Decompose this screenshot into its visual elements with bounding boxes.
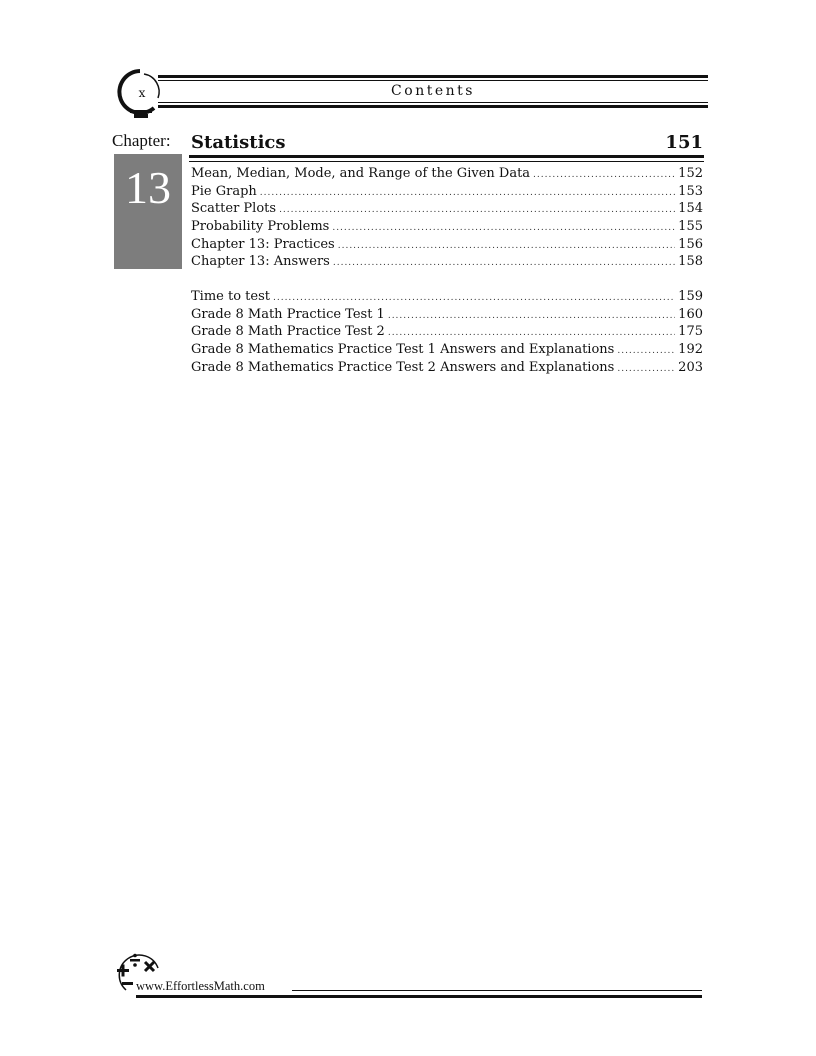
toc-entry-label: Mean, Median, Mode, and Range of the Given Data	[191, 166, 531, 181]
chapter-rule	[189, 155, 704, 158]
dot-leader	[533, 167, 675, 183]
toc-entry-label: Scatter Plots	[191, 201, 277, 217]
toc-entry-label: Pie Graph	[191, 183, 257, 199]
footer-rule	[292, 990, 702, 991]
dot-leader	[273, 290, 675, 306]
toc-entry[interactable]	[191, 288, 703, 306]
dot-leader	[279, 202, 675, 218]
toc-entry-label: Chapter 13: Practices	[191, 236, 335, 252]
chapter-page-number: 151	[665, 132, 703, 153]
toc-entry-page: 175	[678, 324, 703, 340]
page-header	[116, 68, 708, 124]
toc-entry[interactable]	[191, 306, 703, 324]
toc-entry-page: 158	[678, 254, 703, 270]
toc-entry[interactable]	[191, 236, 703, 254]
toc-entry-page: 154	[678, 201, 703, 217]
dot-leader	[617, 361, 675, 377]
page-footer	[112, 946, 704, 1002]
toc-entry-label: Grade 8 Math Practice Test 2	[191, 324, 385, 340]
dot-leader	[332, 220, 675, 236]
toc-entry-label: Grade 8 Math Practice Test 1	[191, 306, 385, 322]
toc-entry-label: Chapter 13: Answers	[191, 254, 330, 270]
dot-leader	[260, 185, 675, 201]
extras-toc-list	[191, 288, 703, 376]
toc-entry[interactable]	[191, 218, 703, 236]
toc-entry-page: 203	[678, 359, 703, 375]
chapter-toc-list	[191, 165, 703, 271]
header-rule	[158, 102, 708, 103]
toc-entry-label: Time to test	[191, 289, 270, 304]
toc-entry-page: 159	[678, 289, 703, 304]
header-title: Contents	[391, 83, 475, 99]
toc-entry[interactable]	[191, 359, 703, 377]
page-number: x	[138, 86, 146, 100]
header-rule	[158, 80, 708, 81]
toc-entry-page: 160	[678, 306, 703, 322]
chapter-number-box	[114, 154, 182, 269]
toc-entry-page: 192	[678, 342, 703, 358]
website-link[interactable]: www.EffortlessMath.com	[136, 979, 265, 993]
toc-entry-page: 156	[678, 236, 703, 252]
dot-leader	[338, 238, 675, 254]
toc-entry[interactable]	[191, 323, 703, 341]
header-rule	[158, 105, 708, 108]
toc-entry-page: 152	[678, 166, 703, 181]
header-rule	[158, 75, 708, 78]
toc-entry[interactable]	[191, 183, 703, 201]
toc-entry[interactable]	[191, 165, 703, 183]
dot-leader	[388, 325, 675, 341]
chapter-rule	[189, 161, 704, 162]
toc-entry[interactable]	[191, 200, 703, 218]
toc-entry[interactable]	[191, 253, 703, 271]
toc-entry-label: Grade 8 Mathematics Practice Test 2 Answers and Explanations	[191, 359, 615, 375]
dot-leader	[333, 255, 675, 271]
chapter-title: Statistics	[191, 132, 286, 153]
toc-entry-page: 155	[678, 219, 703, 235]
dot-leader	[617, 343, 675, 359]
toc-entry[interactable]	[191, 341, 703, 359]
toc-entry-label: Probability Problems	[191, 219, 330, 235]
footer-rule	[136, 995, 702, 998]
chapter-label: Chapter:	[112, 131, 171, 150]
dot-leader	[388, 308, 675, 324]
toc-entry-label: Grade 8 Mathematics Practice Test 1 Answers and Explanations	[191, 342, 615, 358]
chapter-number: 13	[125, 162, 171, 213]
toc-entry-page: 153	[678, 183, 703, 199]
